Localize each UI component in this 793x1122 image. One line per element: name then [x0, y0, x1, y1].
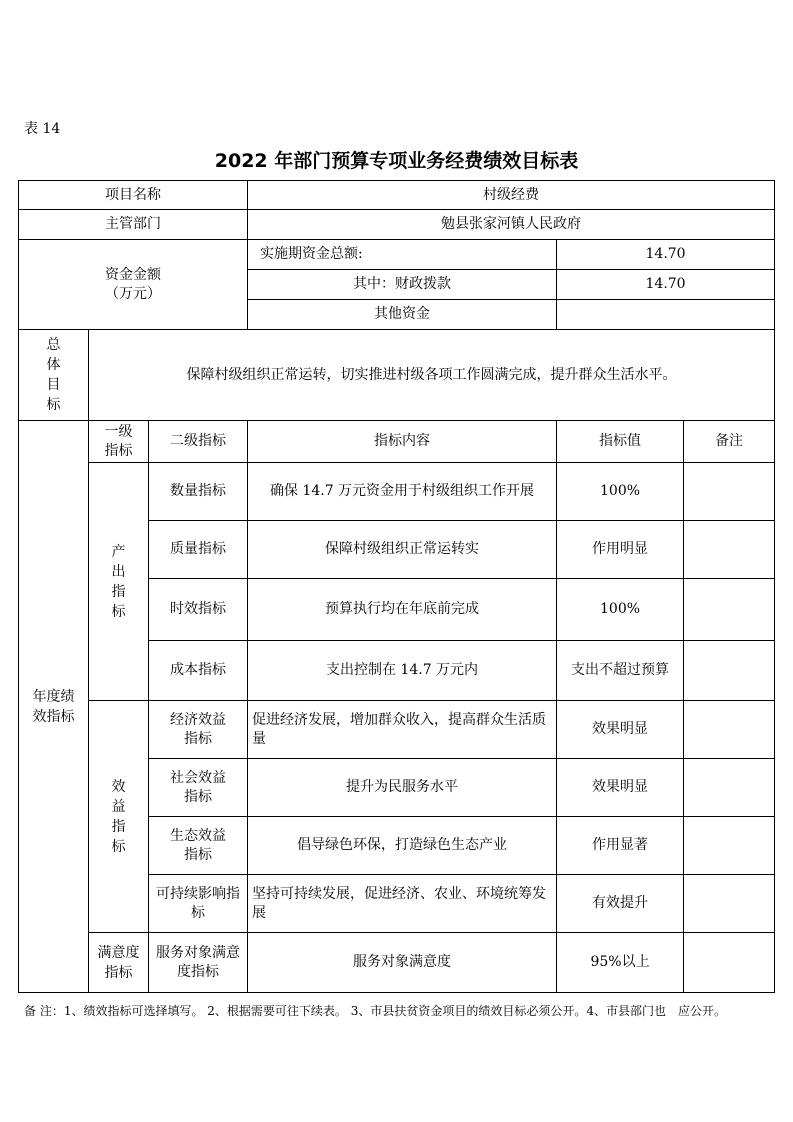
content-cell: 服务对象满意度	[248, 933, 557, 993]
value-cell: 100%	[557, 579, 684, 641]
overall-goal-label: 总体目标	[19, 330, 89, 421]
remark-cell	[684, 817, 775, 875]
value-cell: 95%以上	[557, 933, 684, 993]
level2-cell: 社会效益指标	[149, 759, 248, 817]
other-fund-value	[557, 300, 775, 330]
content-cell: 坚持可持续发展，促进经济、农业、环境统筹发展	[248, 875, 557, 933]
department-label: 主管部门	[19, 210, 248, 240]
value-cell: 有效提升	[557, 875, 684, 933]
level2-cell: 服务对象满意度指标	[149, 933, 248, 993]
table-row	[19, 181, 775, 210]
annual-indicators-label: 年度绩效指标	[19, 421, 89, 993]
value-cell: 作用明显	[557, 521, 684, 579]
remark-cell	[684, 875, 775, 933]
fund-unit-text: （万元）	[105, 285, 162, 302]
remark-cell	[684, 933, 775, 993]
fiscal-fund-label: 其中：财政拨款	[248, 270, 557, 300]
output-indicators-label: 产出指标	[89, 463, 149, 701]
value-header: 指标值	[557, 421, 684, 463]
fund-amount-label	[19, 240, 248, 330]
content-cell: 保障村级组织正常运转实	[248, 521, 557, 579]
remark-cell	[684, 641, 775, 701]
level2-cell: 生态效益指标	[149, 817, 248, 875]
content-cell: 促进经济发展，增加群众收入，提高群众生活质量	[248, 701, 557, 759]
project-name-value: 村级经费	[248, 181, 775, 210]
other-fund-label: 其他资金	[248, 300, 557, 330]
value-cell: 作用显著	[557, 817, 684, 875]
level2-cell: 数量指标	[149, 463, 248, 521]
benefit-indicators-label: 效益指标	[89, 701, 149, 933]
content-cell: 提升为民服务水平	[248, 759, 557, 817]
remark-cell	[684, 701, 775, 759]
table-number: 表 14	[24, 121, 61, 137]
performance-table	[18, 180, 775, 993]
content-cell: 预算执行均在年底前完成	[248, 579, 557, 641]
department-value: 勉县张家河镇人民政府	[248, 210, 775, 240]
table-row	[19, 330, 775, 421]
remark-cell	[684, 463, 775, 521]
table-row	[19, 240, 775, 270]
content-cell: 倡导绿色环保，打造绿色生态产业	[248, 817, 557, 875]
level2-cell: 成本指标	[149, 641, 248, 701]
level2-cell: 可持续影响指标	[149, 875, 248, 933]
total-fund-label: 实施期资金总额:	[248, 240, 557, 270]
value-cell: 100%	[557, 463, 684, 521]
level2-cell: 时效指标	[149, 579, 248, 641]
remark-cell	[684, 759, 775, 817]
fiscal-fund-value: 14.70	[557, 270, 775, 300]
table-row	[19, 933, 775, 993]
footnote: 备 注：1、绩效指标可选择填写。 2、根据需要可往下续表。 3、市县扶贫资金项目的绩效目标必须公开。4、市县部门也 应公开。	[24, 1004, 726, 1018]
content-header: 指标内容	[248, 421, 557, 463]
level2-cell: 质量指标	[149, 521, 248, 579]
value-cell: 支出不超过预算	[557, 641, 684, 701]
table-row	[19, 210, 775, 240]
satisfaction-indicators-label: 满意度指标	[89, 933, 149, 993]
level2-cell: 经济效益指标	[149, 701, 248, 759]
table-row	[19, 701, 775, 759]
value-cell: 效果明显	[557, 701, 684, 759]
project-name-label: 项目名称	[19, 181, 248, 210]
table-row	[19, 421, 775, 463]
page-title: 2022 年部门预算专项业务经费绩效目标表	[214, 150, 579, 172]
remark-header: 备注	[684, 421, 775, 463]
table-row	[19, 463, 775, 521]
level2-header: 二级指标	[149, 421, 248, 463]
remark-cell	[684, 521, 775, 579]
total-fund-value: 14.70	[557, 240, 775, 270]
overall-goal-text: 保障村级组织正常运转，切实推进村级各项工作圆满完成，提升群众生活水平。	[89, 330, 775, 421]
value-cell: 效果明显	[557, 759, 684, 817]
fund-amount-text: 资金金额	[105, 266, 162, 283]
content-cell: 确保 14.7 万元资金用于村级组织工作开展	[248, 463, 557, 521]
level1-header: 一级指标	[89, 421, 149, 463]
remark-cell	[684, 579, 775, 641]
content-cell: 支出控制在 14.7 万元内	[248, 641, 557, 701]
